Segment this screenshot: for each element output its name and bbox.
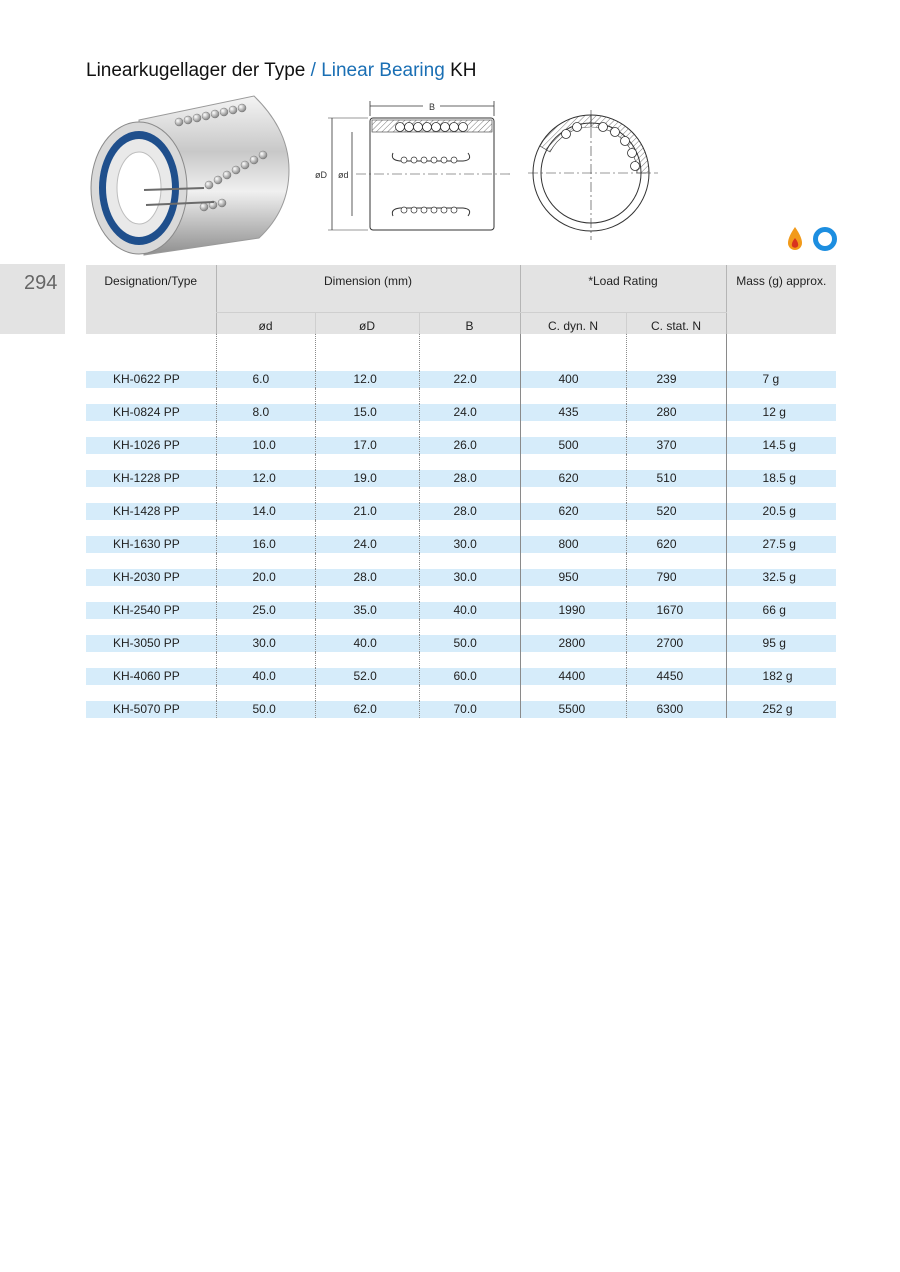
header-outer-diameter: øD [315,312,419,334]
spacer-cell [315,454,419,470]
cell-mass: 66 g [726,602,836,619]
spacer-cell [520,520,626,536]
cell-cdyn: 620 [520,470,626,487]
spacer-cell [315,586,419,602]
header-load-rating: *Load Rating [520,265,726,312]
spacer-cell [726,586,836,602]
header-dynamic-load: C. dyn. N [520,312,626,334]
title-type: KH [450,60,477,81]
cell-cdyn: 800 [520,536,626,553]
table-row [86,701,836,718]
cell-d: 30.0 [216,635,315,652]
cell-cdyn: 950 [520,569,626,586]
spacer-cell [315,520,419,536]
header-designation: Designation/Type [86,265,216,334]
spacer-cell [520,586,626,602]
header-inner-diameter: ød [216,312,315,334]
cell-D: 21.0 [315,503,419,520]
spacer-cell [216,334,315,371]
cell-D: 15.0 [315,404,419,421]
table-body [86,334,836,718]
spacer-cell [626,334,726,371]
label-inner-d: ød [338,170,349,180]
cell-cstat: 6300 [626,701,726,718]
cell-D: 35.0 [315,602,419,619]
spacer-cell [86,388,216,404]
cell-d: 40.0 [216,668,315,685]
spacer-cell [216,421,315,437]
spacer-cell [726,553,836,569]
cell-cstat: 4450 [626,668,726,685]
spacer-cell [86,334,216,371]
title-separator: / [305,60,322,81]
spacer-cell [216,652,315,668]
cell-type: KH-3050 PP [86,635,216,652]
label-b: B [428,102,436,112]
table-row [86,635,836,652]
cell-B: 22.0 [419,371,520,388]
spacer-cell [726,520,836,536]
spacer-cell [520,553,626,569]
spacer-cell [726,334,836,371]
spacer-cell [626,619,726,635]
row-spacer [86,553,836,569]
spacer-cell [86,520,216,536]
cell-D: 52.0 [315,668,419,685]
label-outer-d: øD [315,170,327,180]
spacer-cell [216,487,315,503]
cell-cstat: 1670 [626,602,726,619]
spacer-cell [419,553,520,569]
spacer-cell [520,652,626,668]
spacer-cell [315,685,419,701]
spacer-cell [419,421,520,437]
table-row [86,569,836,586]
spacer-cell [315,421,419,437]
cell-mass: 12 g [726,404,836,421]
cell-d: 12.0 [216,470,315,487]
cell-d: 50.0 [216,701,315,718]
spacer-cell [315,652,419,668]
cell-d: 10.0 [216,437,315,454]
header-static-load: C. stat. N [626,312,726,334]
spacer-cell [216,520,315,536]
cell-D: 28.0 [315,569,419,586]
cell-cstat: 239 [626,371,726,388]
spacer-cell [315,553,419,569]
table-row [86,536,836,553]
spacer-cell [86,619,216,635]
cell-D: 19.0 [315,470,419,487]
spacer-cell [315,334,419,371]
cell-B: 28.0 [419,470,520,487]
bearing-front-drawing [528,110,658,240]
cell-B: 30.0 [419,536,520,553]
cell-B: 70.0 [419,701,520,718]
cell-d: 6.0 [216,371,315,388]
spacer-cell [726,487,836,503]
spacer-cell [86,685,216,701]
row-spacer [86,487,836,503]
cell-B: 28.0 [419,503,520,520]
spacer-cell [86,652,216,668]
spacer-cell [626,487,726,503]
seal-ring-icon [812,226,838,252]
cell-type: KH-2540 PP [86,602,216,619]
cell-type: KH-1428 PP [86,503,216,520]
row-spacer [86,388,836,404]
spacer-cell [520,685,626,701]
cell-cstat: 790 [626,569,726,586]
spacer-cell [216,388,315,404]
cell-mass: 20.5 g [726,503,836,520]
spacer-cell [626,685,726,701]
spacer-cell [315,388,419,404]
specification-table [86,265,836,718]
cell-mass: 252 g [726,701,836,718]
spacer-cell [626,586,726,602]
spacer-cell [86,553,216,569]
spacer-cell [726,421,836,437]
spacer-cell [726,685,836,701]
header-dimension: Dimension (mm) [216,265,520,312]
cell-D: 17.0 [315,437,419,454]
cell-type: KH-1228 PP [86,470,216,487]
spacer-cell [419,487,520,503]
spacer-cell [520,334,626,371]
cell-type: KH-4060 PP [86,668,216,685]
cell-mass: 182 g [726,668,836,685]
spacer-cell [315,619,419,635]
table-row [86,602,836,619]
cell-cstat: 280 [626,404,726,421]
spacer-cell [216,619,315,635]
cell-mass: 95 g [726,635,836,652]
cell-d: 20.0 [216,569,315,586]
cell-type: KH-1026 PP [86,437,216,454]
row-spacer [86,454,836,470]
header-mass: Mass (g) approx. [726,265,836,334]
cell-mass: 7 g [726,371,836,388]
spacer-cell [626,421,726,437]
header-length: B [419,312,520,334]
cell-mass: 27.5 g [726,536,836,553]
cell-mass: 32.5 g [726,569,836,586]
cell-d: 25.0 [216,602,315,619]
cell-cdyn: 4400 [520,668,626,685]
cell-B: 60.0 [419,668,520,685]
cell-cdyn: 435 [520,404,626,421]
title-en: Linear Bearing [321,60,445,81]
cell-B: 40.0 [419,602,520,619]
table-row [86,404,836,421]
spacer-cell [726,619,836,635]
spacer-cell [726,388,836,404]
spacer-cell [216,685,315,701]
cell-B: 24.0 [419,404,520,421]
row-spacer [86,334,836,371]
spacer-cell [419,685,520,701]
oil-drop-icon [785,226,805,252]
cell-D: 24.0 [315,536,419,553]
spacer-cell [520,487,626,503]
spacer-cell [520,454,626,470]
spacer-cell [216,553,315,569]
spacer-cell [86,487,216,503]
spacer-cell [86,586,216,602]
cell-cstat: 510 [626,470,726,487]
spacer-cell [419,652,520,668]
cell-cdyn: 400 [520,371,626,388]
cell-mass: 18.5 g [726,470,836,487]
spacer-cell [626,388,726,404]
spacer-cell [626,553,726,569]
cell-cdyn: 2800 [520,635,626,652]
cell-type: KH-0622 PP [86,371,216,388]
cell-D: 62.0 [315,701,419,718]
cell-cstat: 520 [626,503,726,520]
spacer-cell [86,454,216,470]
row-spacer [86,586,836,602]
spacer-cell [626,652,726,668]
bearing-side-drawing [308,98,518,238]
page-title [86,60,476,82]
row-spacer [86,685,836,701]
row-spacer [86,520,836,536]
cell-type: KH-5070 PP [86,701,216,718]
cell-type: KH-2030 PP [86,569,216,586]
table-row [86,503,836,520]
spacer-cell [419,334,520,371]
cell-D: 40.0 [315,635,419,652]
cell-d: 8.0 [216,404,315,421]
spacer-cell [726,454,836,470]
spacer-cell [419,388,520,404]
spacer-cell [419,520,520,536]
spacer-cell [419,586,520,602]
row-spacer [86,421,836,437]
cell-cdyn: 620 [520,503,626,520]
cell-cstat: 370 [626,437,726,454]
cell-cdyn: 1990 [520,602,626,619]
cell-d: 16.0 [216,536,315,553]
table-row [86,470,836,487]
spacer-cell [520,619,626,635]
row-spacer [86,652,836,668]
cell-B: 30.0 [419,569,520,586]
spacer-cell [419,454,520,470]
page-number: 294 [24,272,58,294]
spacer-cell [520,421,626,437]
cell-cstat: 620 [626,536,726,553]
cell-D: 12.0 [315,371,419,388]
cell-cdyn: 500 [520,437,626,454]
bearing-photo [84,90,304,260]
cell-type: KH-0824 PP [86,404,216,421]
spacer-cell [86,421,216,437]
table-row [86,668,836,685]
cell-mass: 14.5 g [726,437,836,454]
table-row [86,371,836,388]
row-spacer [86,619,836,635]
cell-cdyn: 5500 [520,701,626,718]
spacer-cell [419,619,520,635]
spacer-cell [626,454,726,470]
spacer-cell [520,388,626,404]
cell-type: KH-1630 PP [86,536,216,553]
spacer-cell [315,487,419,503]
spacer-cell [626,520,726,536]
table-row [86,437,836,454]
spacer-cell [216,586,315,602]
cell-d: 14.0 [216,503,315,520]
spacer-cell [726,652,836,668]
spacer-cell [216,454,315,470]
cell-B: 50.0 [419,635,520,652]
cell-cstat: 2700 [626,635,726,652]
title-de: Linearkugellager der Type [86,60,306,81]
cell-B: 26.0 [419,437,520,454]
